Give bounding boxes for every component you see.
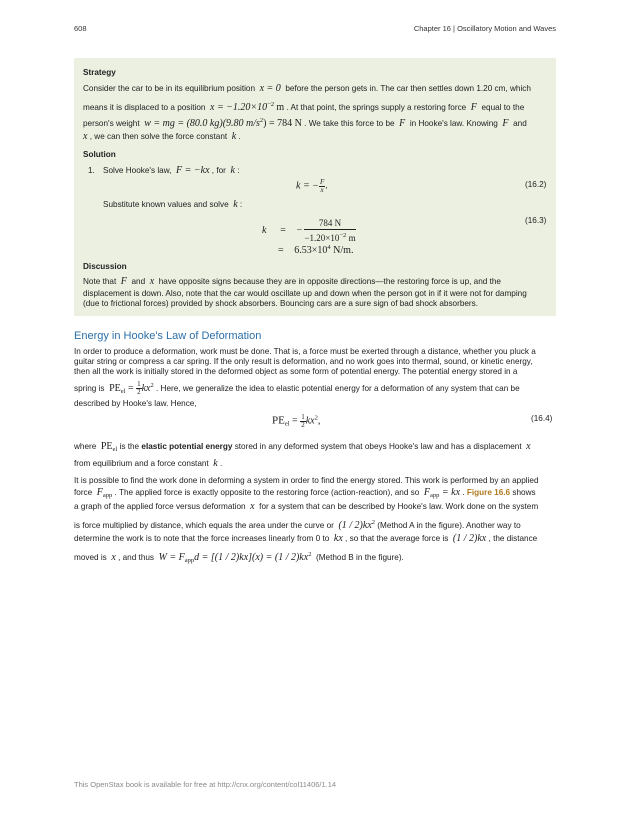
p2-line-2: from equilibrium and a force constant k . (74, 458, 223, 469)
step-1-text: Solve Hooke's law, F = −kx , for k : (103, 165, 240, 176)
footer-note: This OpenStax book is available for free at http://cnx.org/content/col11406/1.14 (74, 780, 337, 789)
p1-line-4: spring is $PE_{el}$ = $\frac{1}{2}$ $kx^2$ . Here, we generalize the idea to elastic potential energy for a deformation of any system that can be (74, 380, 520, 397)
discussion-heading: Discussion (83, 262, 127, 271)
p1-line-5: described by Hooke's law. Hence, (74, 399, 197, 408)
p3-line-1: It is possible to find the work done in deforming a system in order to find the energy stored. This work is performed by an applied (74, 476, 539, 485)
p3-line-3: a graph of the applied force versus deformation x for a system that can be described by Hooke's law. Work done on the system (74, 501, 539, 512)
figure-16-6-link[interactable]: Figure 16.6 (466, 488, 511, 497)
step-1-number: 1. (88, 166, 95, 175)
p3-line-2: force $F_{app}$ . The applied force is exactly opposite to the restoring force (action-reaction), and so $F_{app}$ = kx . Figure 16.6 shows (74, 487, 536, 499)
chapter-title: Chapter 16 | Oscillatory Motion and Waves (413, 24, 556, 33)
equation-16-3-label: (16.3) (525, 216, 547, 225)
p1-line-2: guitar string or compress a car spring. If the only result is deformation, and no work goes into thermal, sound, or kinetic energy, (74, 357, 533, 366)
strategy-line-4: x , we can then solve the force constant k . (83, 131, 241, 142)
p1-line-1: In order to produce a deformation, work must be done. That is, a force must be exerted through a distance, whether you pluck a (74, 347, 536, 356)
equation-16-3-line-1: k = − $\frac{784 N}{-1.20\times 10^{-2} m}$ (262, 218, 356, 243)
discussion-line-3: (due to frictional forces) provided by shock absorbers. Bouncing cars are a sure sign of bad shock absorbers. (83, 299, 479, 308)
p2-line-1: where $PE_{el}$ is the elastic potential energy stored in any deformed system that obeys Hooke's law and has a displacement x (74, 441, 531, 453)
equation-16-3-line-2: = $6.53\times 10^4$ N/m. (278, 244, 354, 256)
discussion-line-2: displacement is down. Also, note that the car would oscillate up and down when the person got in if it were not for damping (83, 289, 527, 298)
equation-16-4: $PE_{el}$ = $\frac{1}{2}$ $kx^2$, (272, 413, 321, 429)
equation-16-2: k = − $\frac{F}{x}$ . (296, 178, 328, 194)
strategy-line-1: Consider the car to be in its equilibrium position x = 0 before the person gets in. The car then settles down 1.20 cm, which (83, 83, 531, 94)
substitute-text: Substitute known values and solve k : (103, 199, 243, 210)
section-heading: Energy in Hooke's Law of Deformation (74, 330, 262, 342)
p3-line-6: moved is x , and thus $W = F_{app}d = [(1 / 2)kx](x) = (1 / 2)kx^2$ (Method B in the figure). (74, 551, 404, 564)
p3-line-4: is force multiplied by distance, which equals the area under the curve or $(1 / 2)kx^2$ (Method A in the figure). Another way to (74, 519, 521, 531)
discussion-line-1: Note that F and x have opposite signs because they are in opposite directions—the restoring force is up, and the (83, 276, 501, 287)
strategy-line-2: means it is displaced to a position $x = -1.20\times 10^{-2}$ m . At that point, the springs supply a restoring force F equal to the (83, 101, 525, 113)
p3-line-5: determine the work is to note that the force increases linearly from 0 to kx , so that the average force is (1 / 2)kx , the distance (74, 533, 538, 544)
strategy-line-3: person's weight w = mg = (80.0 kg)(9.80 $m/s^2) = 784$ N . We take this force to be F in Hooke's law. Knowing F and (83, 117, 527, 129)
equation-16-2-label: (16.2) (525, 180, 547, 189)
page-number: 608 (74, 24, 87, 33)
strategy-heading: Strategy (83, 68, 116, 77)
p1-line-3: then all the work is initially stored in the deformed object as some form of potential energy. The potential energy stored in a (74, 367, 518, 376)
equation-16-4-label: (16.4) (531, 414, 553, 423)
solution-heading: Solution (83, 150, 116, 159)
